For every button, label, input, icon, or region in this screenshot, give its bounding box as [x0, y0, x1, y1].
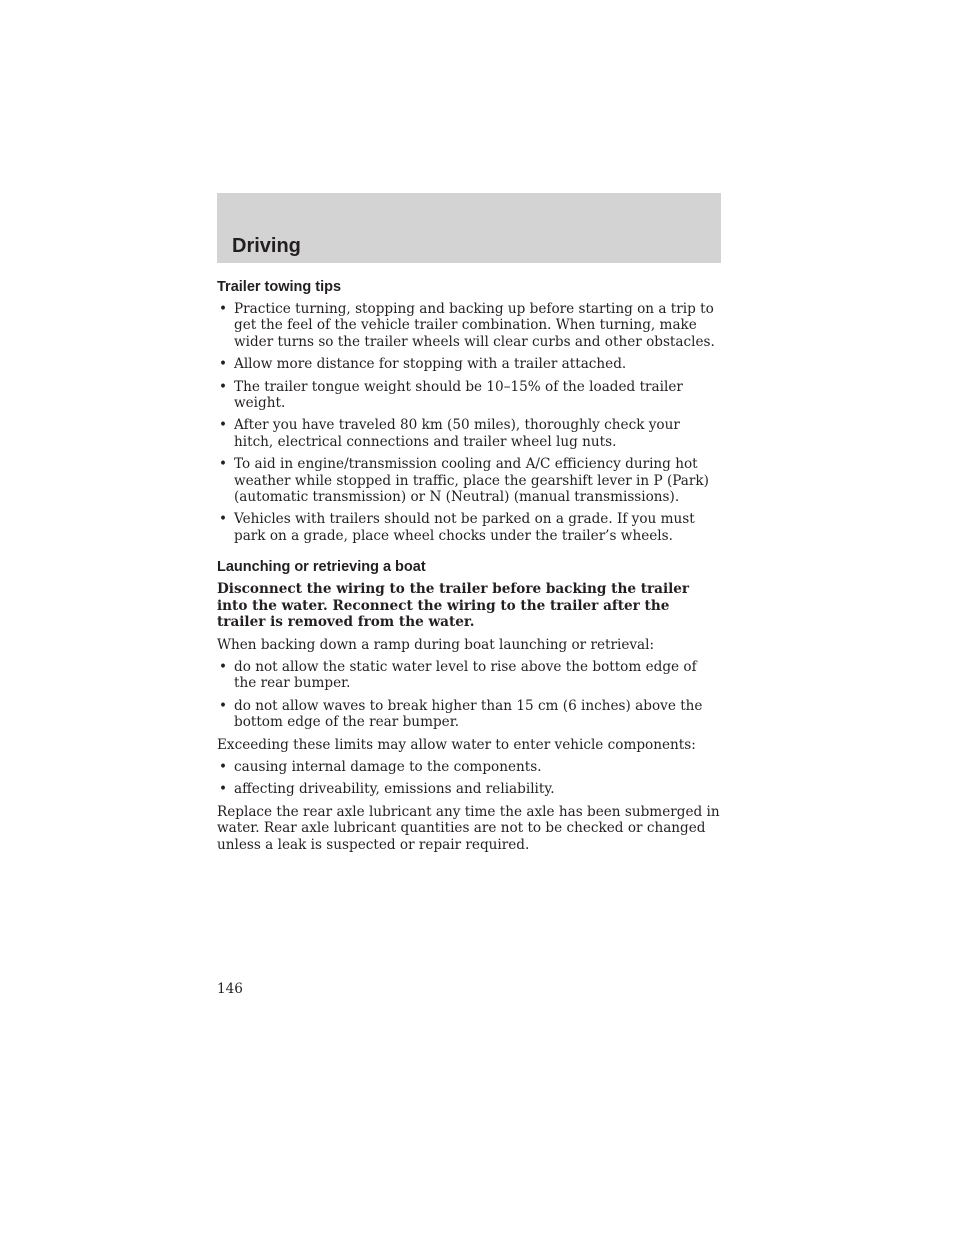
wiring-warning: Disconnect the wiring to the trailer before backing the trailer into the water. Reconnect the wiring to the trailer after the trailer is removed from the water. — [217, 581, 690, 631]
list-item: • Practice turning, stopping and backing up before starting on a trip to get the feel of the vehicle trailer combination. When turning, make wider turns so the trailer wheels will clear curbs and other obstacles. — [217, 301, 721, 350]
chapter-title: Driving — [232, 235, 301, 257]
trailer-tips-list — [217, 301, 721, 544]
axle-lubricant-paragraph: Replace the rear axle lubricant any time the axle has been submerged in water. Rear axle lubricant quantities are not to be checked or changed unless a leak is suspected or repair required. — [217, 803, 720, 853]
ramp-intro-paragraph: When backing down a ramp during boat launching or retrieval: — [217, 636, 655, 653]
page-content — [217, 276, 721, 859]
list-item: • Vehicles with trailers should not be parked on a grade. If you must park on a grade, place wheel chocks under the trailer’s wheels. — [217, 511, 721, 544]
chapter-header-band — [217, 193, 721, 263]
list-item: • do not allow the static water level to rise above the bottom edge of the rear bumper. — [217, 659, 721, 692]
list-item: • causing internal damage to the components. — [217, 759, 721, 775]
list-item: • affecting driveability, emissions and reliability. — [217, 781, 721, 797]
exceeding-limits-paragraph: Exceeding these limits may allow water to enter vehicle components: — [217, 736, 696, 753]
list-item: • The trailer tongue weight should be 10–15% of the loaded trailer weight. — [217, 379, 721, 412]
section-heading-launching-boat: Launching or retrieving a boat — [217, 559, 426, 576]
section-heading-trailer-towing-tips: Trailer towing tips — [217, 279, 342, 295]
ramp-rules-list — [217, 659, 721, 731]
list-item: • Allow more distance for stopping with a trailer attached. — [217, 356, 721, 372]
list-item: • do not allow waves to break higher than 15 cm (6 inches) above the bottom edge of the rear bumper. — [217, 698, 721, 731]
list-item: • To aid in engine/transmission cooling and A/C efficiency during hot weather while stopped in traffic, place the gearshift lever in P (Park) (automatic transmission) or N (Neutral) (manual transmissions). — [217, 456, 721, 505]
consequences-list — [217, 759, 721, 798]
page-number: 146 — [217, 981, 243, 997]
list-item: • After you have traveled 80 km (50 miles), thoroughly check your hitch, electrical connections and trailer wheel lug nuts. — [217, 417, 721, 450]
